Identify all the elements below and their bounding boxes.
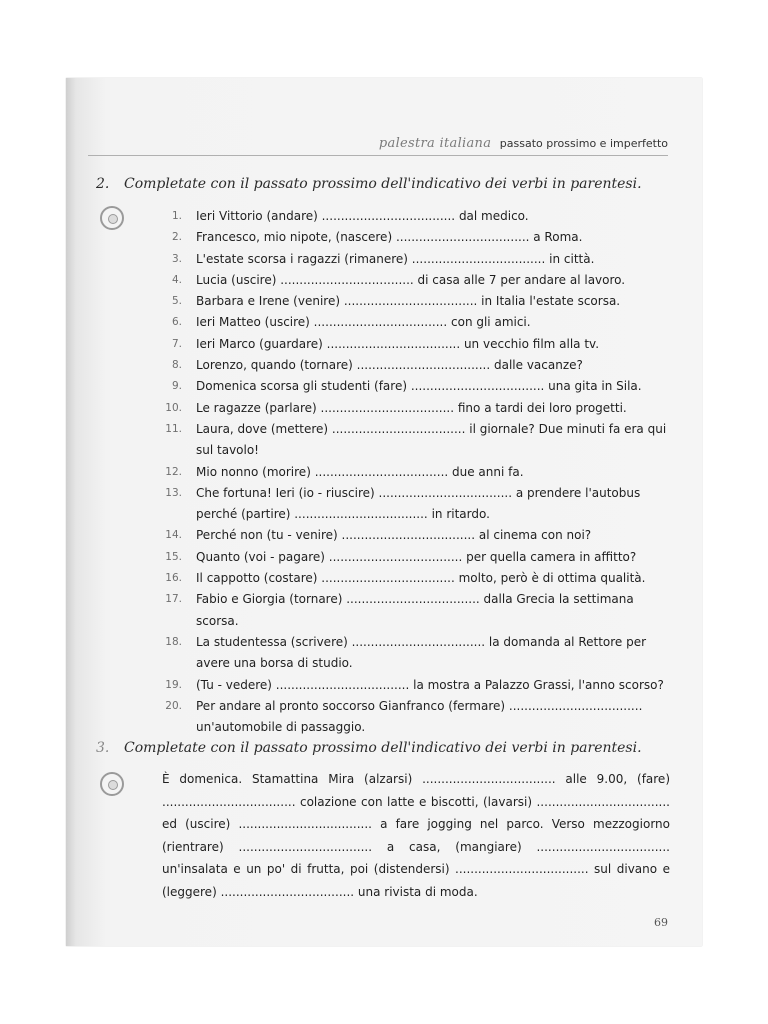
item-text: Le ragazze (parlare) ................................... fino a tardi dei loro progetti. xyxy=(196,400,627,415)
item-text: Mio nonno (morire) ................................... due anni fa. xyxy=(196,464,524,479)
list-item xyxy=(150,632,680,675)
item-text: Il cappotto (costare) ................................... molto, però è di ottima qualità. xyxy=(196,571,646,586)
list-item xyxy=(150,312,680,333)
list-item xyxy=(150,227,680,248)
list-item xyxy=(150,547,680,568)
item-text: Lucia (uscire) ................................... di casa alle 7 per andare al lavoro. xyxy=(196,272,626,287)
list-item xyxy=(150,206,680,227)
item-text: (Tu - vedere) ................................... la mostra a Palazzo Grassi, l'anno scorso? xyxy=(196,677,664,692)
item-number: 10. xyxy=(165,401,182,414)
exercise-2-number: 2. xyxy=(96,176,110,192)
exercise-3-title xyxy=(96,740,642,756)
item-number: 5. xyxy=(171,295,182,308)
item-text: L'estate scorsa i ragazzi (rimanere) ................................... in città. xyxy=(196,251,595,266)
item-text: Ieri Vittorio (andare) ................................... dal medico. xyxy=(196,209,529,223)
cd-icon xyxy=(100,206,124,230)
exercise-2-instruction: Completate con il passato prossimo dell'indicativo dei verbi in parentesi. xyxy=(124,176,642,192)
exercise-3-number: 3. xyxy=(96,740,110,756)
item-number: 12. xyxy=(165,465,182,478)
list-item xyxy=(150,525,680,546)
item-number: 13. xyxy=(165,486,182,499)
page-number: 69 xyxy=(654,916,668,929)
item-number: 7. xyxy=(171,337,182,350)
item-text: Barbara e Irene (venire) ................................... in Italia l'estate scorsa. xyxy=(196,294,621,309)
list-item xyxy=(150,419,680,462)
item-number: 4. xyxy=(171,273,182,286)
list-item xyxy=(150,462,680,483)
list-item xyxy=(150,696,680,739)
header-brand: palestra italiana xyxy=(378,136,492,151)
list-item xyxy=(150,249,680,270)
item-text: Domenica scorsa gli studenti (fare) ................................... una gita in Sila. xyxy=(196,379,642,394)
running-header xyxy=(379,136,668,151)
item-number: 15. xyxy=(165,550,182,563)
list-item xyxy=(150,270,680,291)
item-text: Ieri Matteo (uscire) ................................... con gli amici. xyxy=(196,315,531,330)
exercise-3-paragraph: È domenica. Stamattina Mira (alzarsi) ................................... alle 9.00, (fare) ................................... colazione con latte e biscotti, (lavarsi) ................................... ed (uscire) ................................... a fare jogging nel parco. Verso mezzogiorno (rientrare) ................................... a casa, (mangiare) ................................... un'insalata e un po' di frutta, poi (distendersi) ................................... sul divano e (leggere) ................................... una rivista di moda. xyxy=(162,772,670,899)
item-number: 3. xyxy=(171,252,182,265)
item-number: 20. xyxy=(165,699,182,712)
list-item xyxy=(150,334,680,355)
item-text: La studentessa (scrivere) ................................... la domanda al Rettore per avere una borsa di studio. xyxy=(196,634,647,671)
item-text: Francesco, mio nipote, (nascere) ................................... a Roma. xyxy=(196,230,583,245)
list-item xyxy=(150,589,680,632)
item-text: Fabio e Giorgia (tornare) ................................... dalla Grecia la settimana scorsa. xyxy=(196,592,634,628)
list-item xyxy=(150,483,680,526)
item-number: 16. xyxy=(165,572,182,585)
list-item xyxy=(150,291,680,312)
exercise-2-title xyxy=(96,176,642,192)
item-number: 11. xyxy=(165,422,182,435)
item-number: 6. xyxy=(171,316,182,329)
item-number: 8. xyxy=(171,359,182,372)
item-number: 18. xyxy=(165,635,182,648)
textbook-page xyxy=(66,78,702,946)
list-item xyxy=(150,398,680,419)
item-text: Lorenzo, quando (tornare) ................................... dalle vacanze? xyxy=(196,358,583,373)
exercise-2-list xyxy=(150,206,680,738)
cd-icon xyxy=(100,772,124,796)
item-text: Per andare al pronto soccorso Gianfranco (fermare) ................................... un'automobile di passaggio. xyxy=(196,698,643,735)
item-text: Laura, dove (mettere) ................................... il giornale? Due minuti fa era qui sul tavolo! xyxy=(196,421,667,458)
item-number: 9. xyxy=(171,380,182,393)
item-number: 2. xyxy=(171,231,182,244)
item-text: Perché non (tu - venire) ................................... al cinema con noi? xyxy=(196,528,592,543)
list-item xyxy=(150,376,680,397)
item-text: Che fortuna! Ieri (io - riuscire) ................................... a prendere l'autobus perché (partire) ................................... in ritardo. xyxy=(196,485,641,522)
header-subtitle: passato prossimo e imperfetto xyxy=(499,137,668,150)
item-number: 19. xyxy=(165,678,182,691)
list-item xyxy=(150,568,680,589)
item-number: 14. xyxy=(165,529,182,542)
list-item xyxy=(150,675,680,696)
exercise-3-instruction: Completate con il passato prossimo dell'indicativo dei verbi in parentesi. xyxy=(124,740,642,756)
header-rule xyxy=(88,155,668,156)
item-text: Quanto (voi - pagare) ................................... per quella camera in affitto? xyxy=(196,549,637,564)
list-item xyxy=(150,355,680,376)
item-text: Ieri Marco (guardare) ................................... un vecchio film alla tv. xyxy=(196,336,600,351)
item-number: 1. xyxy=(171,210,182,222)
item-number: 17. xyxy=(165,593,182,606)
